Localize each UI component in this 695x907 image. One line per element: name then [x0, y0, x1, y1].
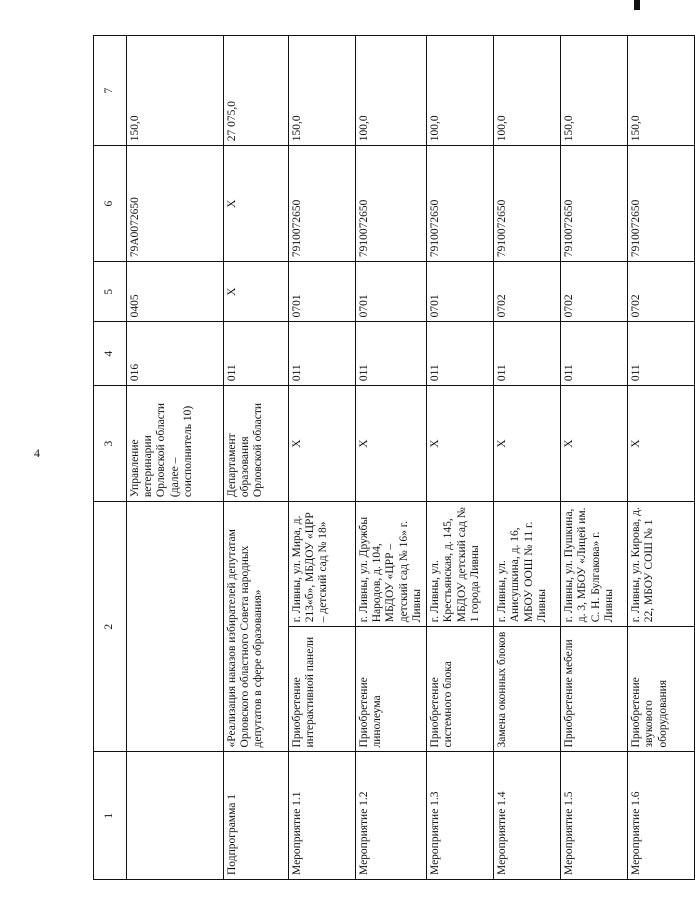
cell-target-article: 7910072650: [427, 146, 494, 262]
cell-section: 0701: [289, 262, 356, 322]
cell-code-grbs: 011: [494, 322, 561, 386]
cell-activity: Замена оконных блоков: [494, 627, 561, 752]
cell-amount: 27 075,0: [224, 36, 289, 146]
cell-activity: Приобретение мебели: [561, 627, 628, 752]
cell-section: 0701: [356, 262, 427, 322]
cell-address: г. Ливны, ул. Дружбы Народов, д. 104, МБДОУ «ЦРР – детский сад № 16» г. Ливны: [356, 502, 427, 627]
table-row: [289, 36, 356, 880]
cell-row-label: Мероприятие 1.2: [356, 752, 427, 880]
cell-code-grbs: 011: [628, 322, 695, 386]
cell-section: 0702: [494, 262, 561, 322]
header-cell-6: 6: [94, 146, 127, 262]
cell-amount: 100,0: [356, 36, 427, 146]
cell-executor: X: [561, 386, 628, 502]
cell-activity: Приобретение звукового оборудования: [628, 627, 695, 752]
table-row: [356, 36, 427, 880]
cell-code-grbs: 011: [224, 322, 289, 386]
cell-row-label: Подпрограмма 1: [224, 752, 289, 880]
cell-target-article: 79А0072650: [127, 146, 224, 262]
cell-row-label: [127, 752, 224, 880]
header-cell-7: 7: [94, 36, 127, 146]
scan-corner-mark: [634, 0, 640, 10]
cell-target-article: 7910072650: [628, 146, 695, 262]
cell-target-article: 7910072650: [561, 146, 628, 262]
table-row: [427, 36, 494, 880]
cell-row-label: Мероприятие 1.6: [628, 752, 695, 880]
cell-amount: 150,0: [127, 36, 224, 146]
cell-executor: X: [289, 386, 356, 502]
cell-target-article: 7910072650: [494, 146, 561, 262]
cell-target-article: X: [224, 146, 289, 262]
cell-activity: Приобретение системного блока: [427, 627, 494, 752]
cell-amount: 150,0: [561, 36, 628, 146]
cell-address: г. Ливны, ул. Крестьянская, д. 145, МБДОУ детский сад № 1 города Ливны: [427, 502, 494, 627]
table-header-row: [94, 36, 127, 880]
header-cell-1: 1: [94, 752, 127, 880]
cell-executor: X: [356, 386, 427, 502]
cell-code-grbs: 011: [561, 322, 628, 386]
table-row: [494, 36, 561, 880]
cell-address: г. Ливны, ул. Анисушкина, д. 16, МБОУ ООШ № 11 г. Ливны: [494, 502, 561, 627]
cell-section: 0405: [127, 262, 224, 322]
cell-amount: 150,0: [289, 36, 356, 146]
cell-executor: Управление ветеринарии Орловской области (далее – соисполнитель 10): [127, 386, 224, 502]
rotated-table-wrapper: [93, 35, 669, 880]
cell-row-label: Мероприятие 1.4: [494, 752, 561, 880]
header-cell-4: 4: [94, 322, 127, 386]
table-row: [561, 36, 628, 880]
header-cell-2: 2: [94, 502, 127, 752]
cell-code-grbs: 011: [289, 322, 356, 386]
cell-row-label: Мероприятие 1.1: [289, 752, 356, 880]
cell-activity: Приобретение интерактивной панели: [289, 627, 356, 752]
cell-executor: X: [427, 386, 494, 502]
cell-address: г. Ливны, ул. Мира, д. 213«б», МБДОУ «ЦРР – детский сад № 18»: [289, 502, 356, 627]
table-row: [224, 36, 289, 880]
cell-section: 0702: [561, 262, 628, 322]
cell-executor: X: [494, 386, 561, 502]
budget-table: [93, 35, 695, 880]
cell-section: 0702: [628, 262, 695, 322]
cell-code-grbs: 011: [356, 322, 427, 386]
cell-row-label: Мероприятие 1.3: [427, 752, 494, 880]
cell-description: «Реализация наказов избирателей депутатам Орловского областного Совета народных депутатов в сфере образования»: [224, 502, 289, 752]
header-cell-3: 3: [94, 386, 127, 502]
table-row: [127, 36, 224, 880]
cell-amount: 100,0: [427, 36, 494, 146]
cell-row-label: Мероприятие 1.5: [561, 752, 628, 880]
table-row: [628, 36, 695, 880]
cell-executor: Департамент образования Орловской области: [224, 386, 289, 502]
cell-code-grbs: 016: [127, 322, 224, 386]
cell-amount: 100,0: [494, 36, 561, 146]
page-number: 4: [34, 446, 40, 460]
cell-target-article: 7910072650: [289, 146, 356, 262]
cell-target-article: 7910072650: [356, 146, 427, 262]
header-cell-5: 5: [94, 262, 127, 322]
cell-description: [127, 502, 224, 752]
cell-address: г. Ливны, ул. Кирова, д. 22, МБОУ СОШ № 1: [628, 502, 695, 627]
cell-amount: 150,0: [628, 36, 695, 146]
cell-executor: X: [628, 386, 695, 502]
cell-section: X: [224, 262, 289, 322]
cell-section: 0701: [427, 262, 494, 322]
cell-activity: Приобретение линолеума: [356, 627, 427, 752]
cell-code-grbs: 011: [427, 322, 494, 386]
cell-address: г. Ливны, ул. Пушкина, д. 3, МБОУ «Лицей им. С. Н. Булгакова» г. Ливны: [561, 502, 628, 627]
